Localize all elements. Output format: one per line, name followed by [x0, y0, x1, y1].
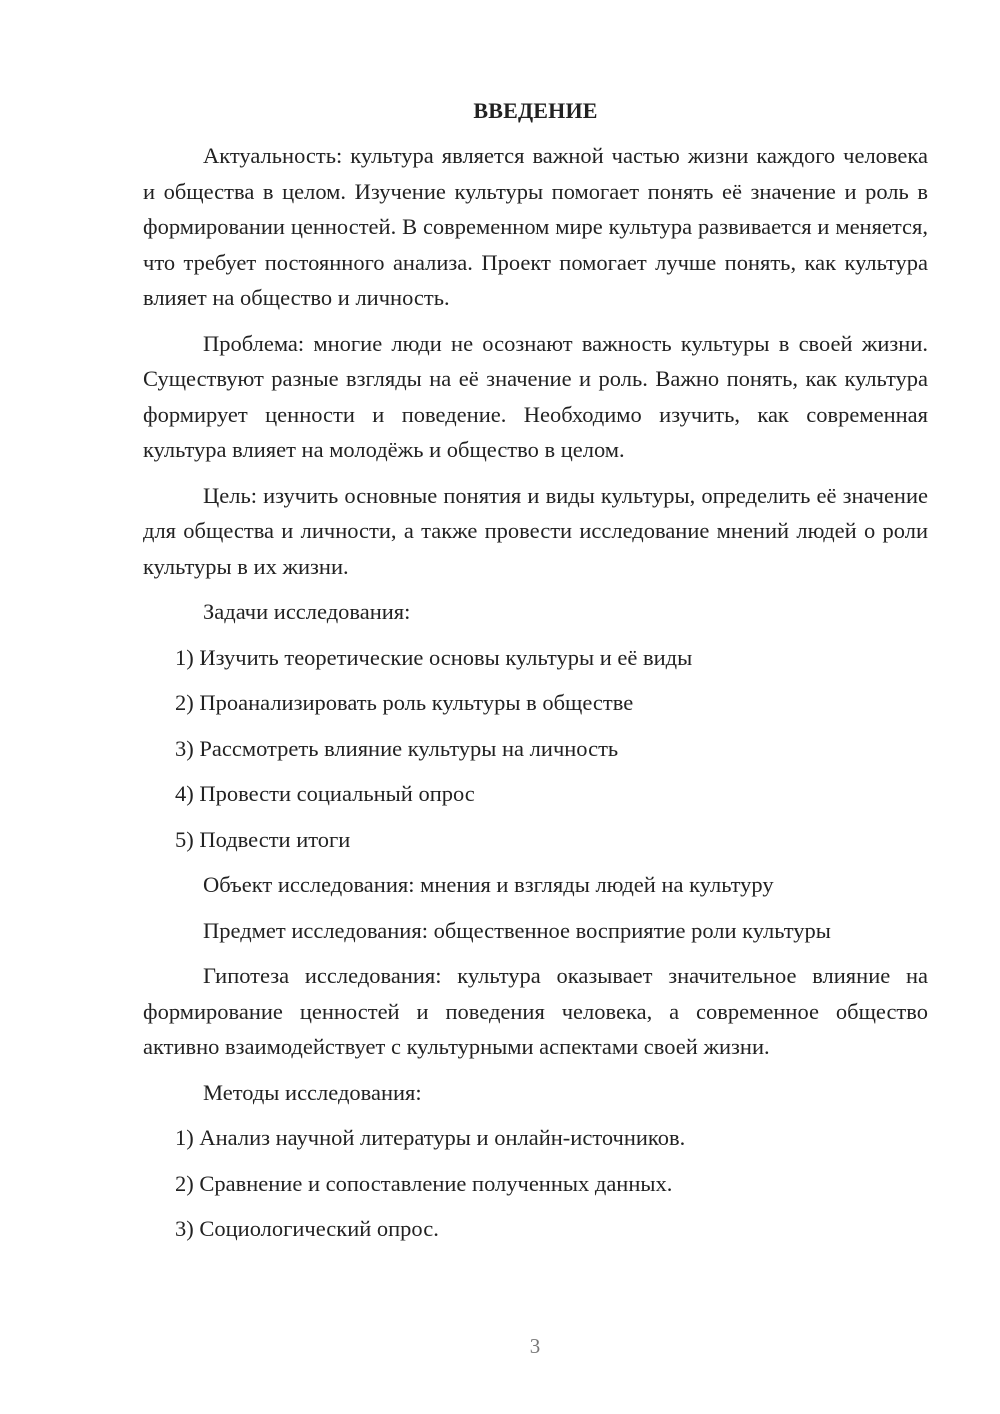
tasks-label: Задачи исследования: [203, 599, 411, 624]
hypothesis-paragraph: Гипотеза исследования: культура оказывает значительное влияние на формирование ценностей и поведения человека, а современное общество активно взаимодействует с культурными аспектами своей жизни. [143, 963, 928, 1059]
research-subject: Предмет исследования: общественное восприятие роли культуры [203, 917, 831, 943]
method-item: 2) Сравнение и сопоставление полученных данных. [175, 1170, 673, 1196]
task-item: 1) Изучить теоретические основы культуры и её виды [175, 644, 693, 670]
page-number: 3 [529, 1334, 541, 1358]
relevance-paragraph: Актуальность: культура является важной частью жизни каждого человека и общества в целом. Изучение культуры помогает понять её значение и роль в формировании ценностей. В современном мире культура развивается и меняется, что требует постоянного анализа. Проект помогает лучше понять, как культура влияет на общество и личность. [143, 143, 928, 310]
methods-label: Методы исследования: [203, 1079, 422, 1105]
document-page [143, 96, 928, 1257]
task-item: 2) Проанализировать роль культуры в обществе [175, 690, 634, 715]
task-item: 4) Провести социальный опрос [175, 781, 475, 806]
method-item: 1) Анализ научной литературы и онлайн-источников. [175, 1125, 686, 1150]
research-object: Объект исследования: мнения и взгляды людей на культуру [203, 872, 774, 897]
goal-paragraph: Цель: изучить основные понятия и виды культуры, определить её значение для общества и личности, а также провести исследование мнений людей о роли культуры в их жизни. [143, 482, 928, 579]
task-item: 3) Рассмотреть влияние культуры на личность [175, 735, 619, 761]
method-item: 3) Социологический опрос. [175, 1216, 439, 1241]
section-heading: ВВЕДЕНИЕ [473, 98, 598, 123]
task-item: 5) Подвести итоги [175, 826, 351, 852]
problem-paragraph: Проблема: многие люди не осознают важность культуры в своей жизни. Существуют разные взгляды на её значение и роль. Важно понять, как культура формирует ценности и поведение. Необходимо изучить, как современная культура влияет на молодёжь и общество в целом. [143, 330, 928, 462]
